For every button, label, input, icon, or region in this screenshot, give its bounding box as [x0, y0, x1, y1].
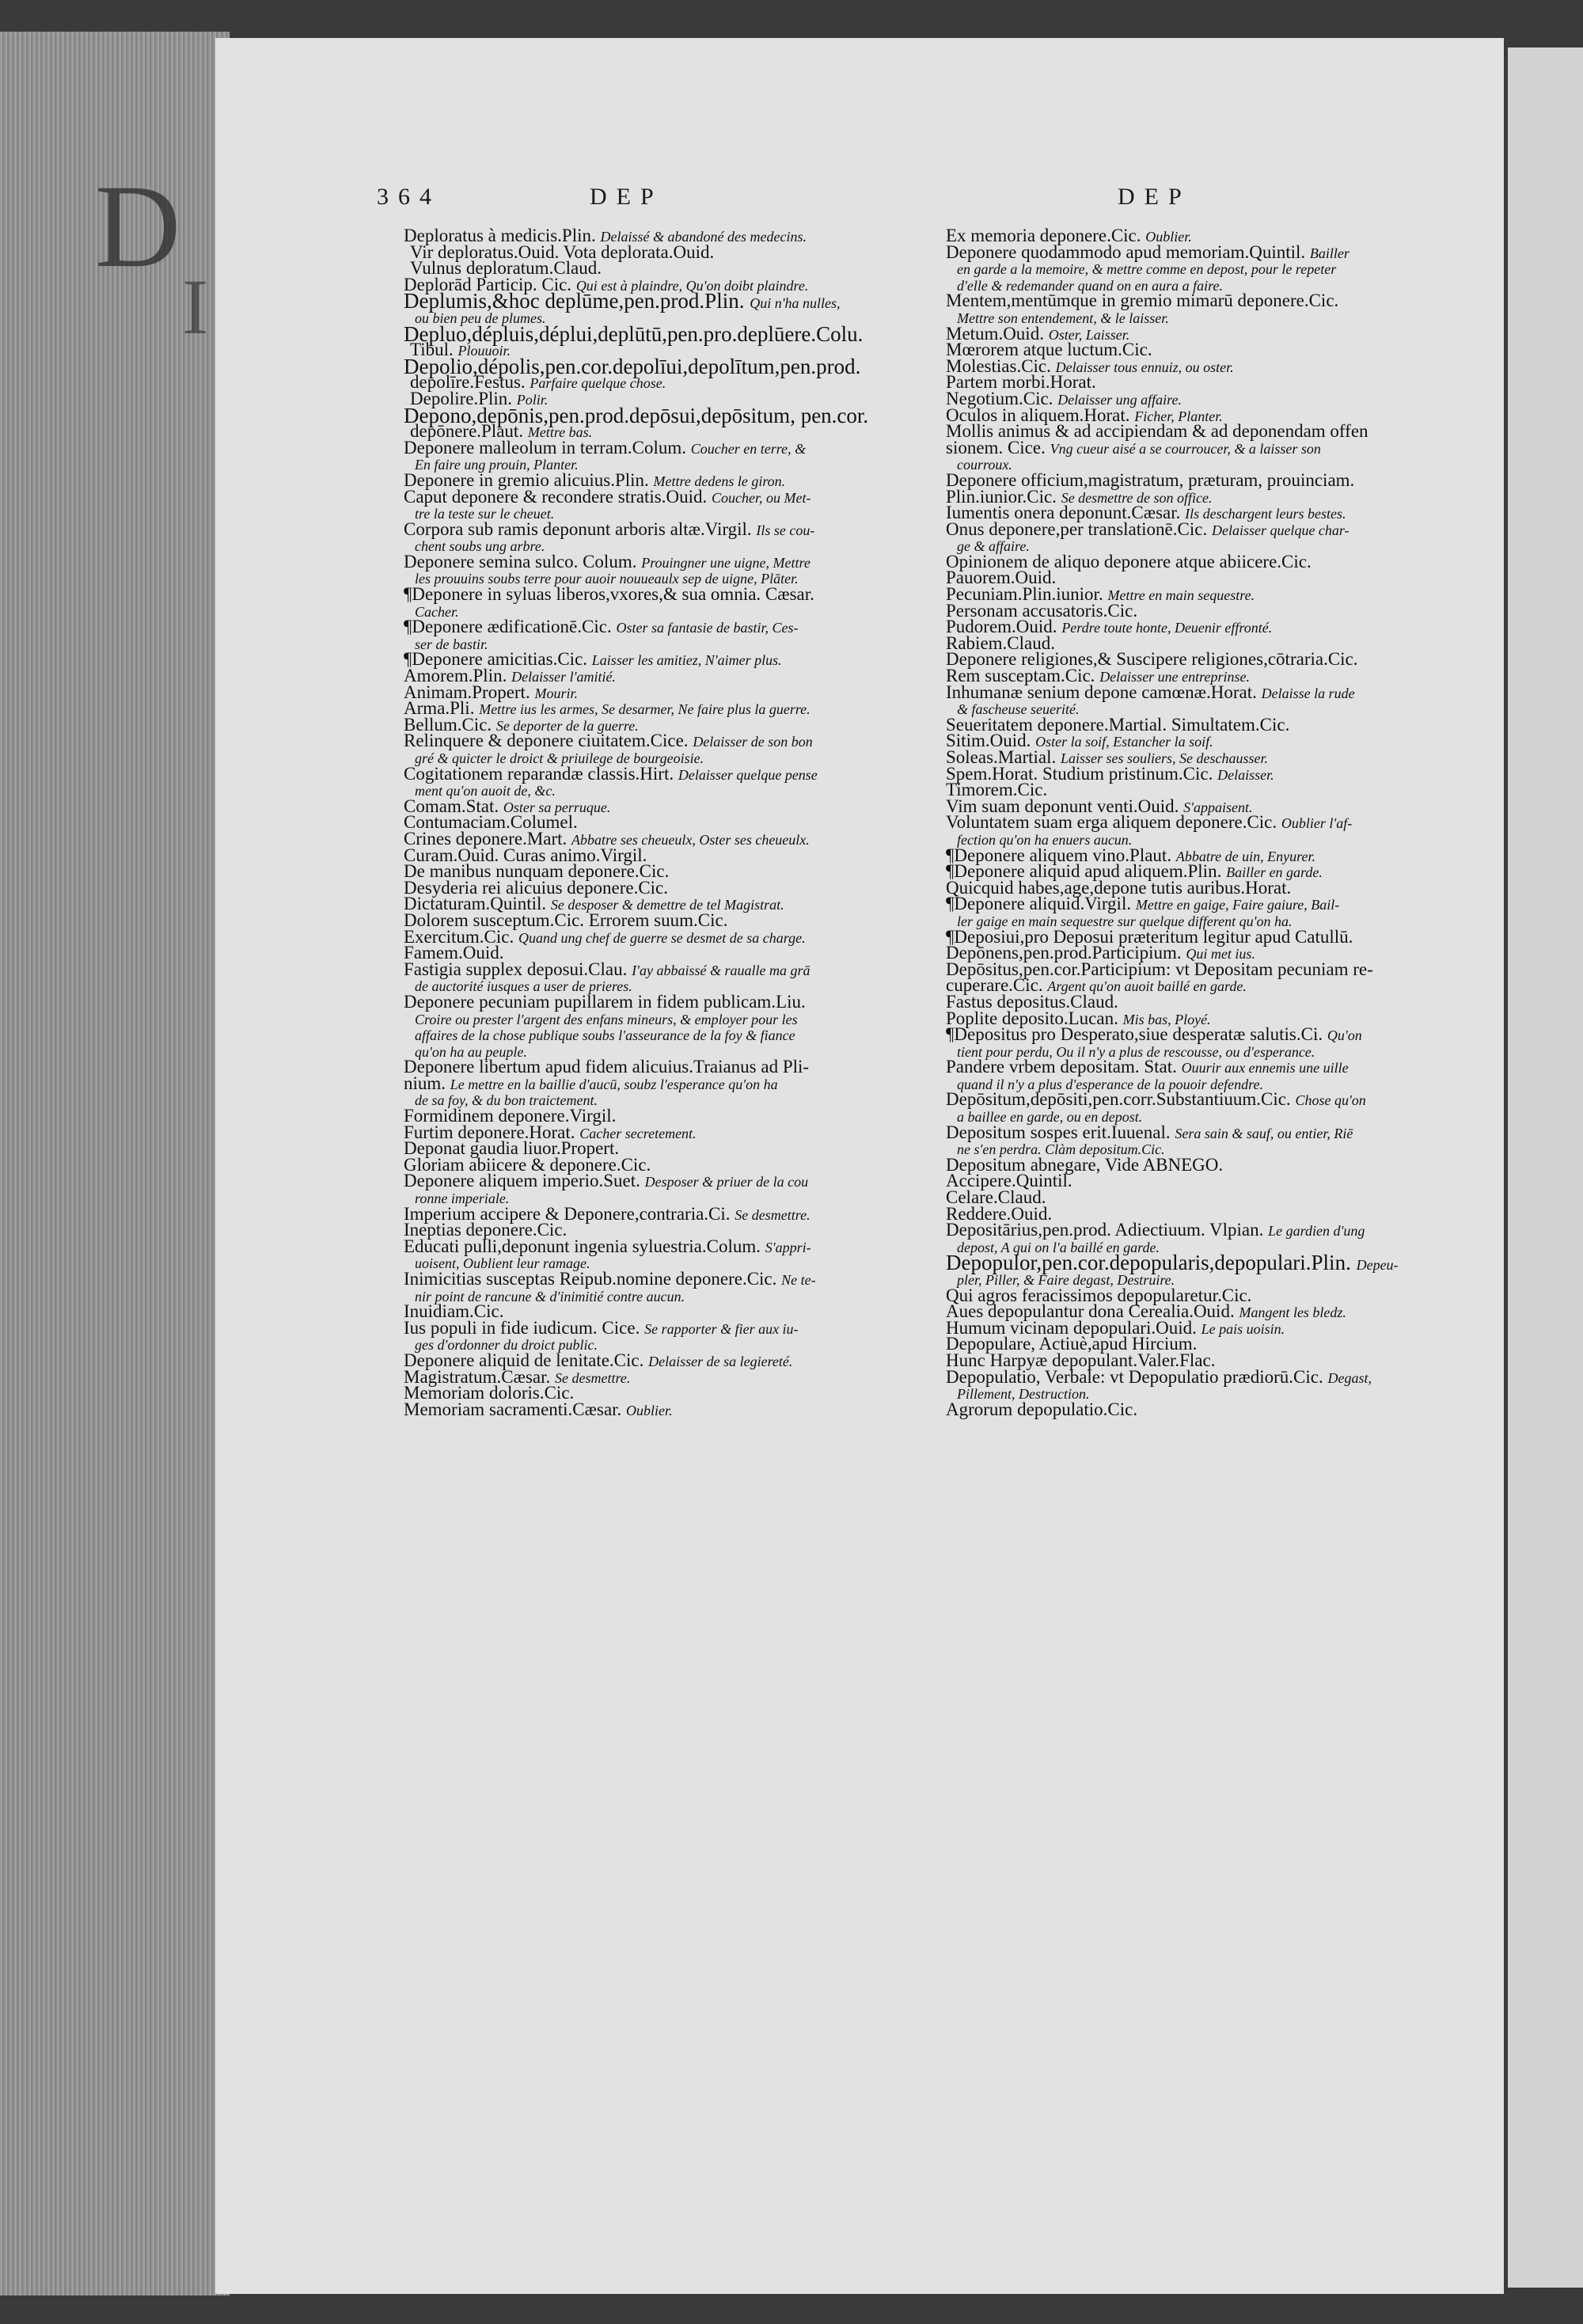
french-gloss: uoisent, Oublient leur ramage.	[415, 1255, 590, 1272]
french-gloss: courroux.	[957, 457, 1012, 473]
latin-text: Oculos in aliquem.Horat.	[946, 404, 1130, 425]
french-gloss: Cacher.	[415, 603, 459, 620]
running-head-left: DEP	[590, 184, 663, 210]
latin-text: Depositum abnegare, Vide ABNEGO.	[946, 1154, 1224, 1175]
latin-text: Sitim.Ouid.	[946, 731, 1031, 751]
latin-text: Vir deploratus.Ouid. Vota deplorata.Ouid.	[410, 241, 715, 262]
latin-text: Rem susceptam.Cic.	[946, 666, 1095, 686]
latin-text: Personam accusatoris.Cic.	[946, 600, 1138, 621]
french-gloss: Desposer & priuer de la cou	[644, 1174, 809, 1190]
french-gloss: Oublier l'af-	[1281, 815, 1353, 832]
french-gloss: Se desmettre.	[555, 1369, 631, 1386]
latin-text: Depopulor,pen.cor.depopularis,depopulari.Plin.	[946, 1251, 1351, 1275]
latin-text: Deponere officium,magistratum, præturam, prouinciam.	[946, 469, 1355, 490]
latin-text: Gloriam abiicere & deponere.Cic.	[404, 1154, 651, 1175]
latin-text: Famem.Ouid.	[404, 943, 504, 963]
french-gloss: Mis bas, Ployé.	[1122, 1011, 1211, 1027]
latin-text: Deplorād Particip. Cic.	[404, 274, 572, 294]
latin-text: ¶Deponere aliquem vino.Plaut.	[946, 845, 1172, 865]
latin-text: Deponere libertum apud fidem alicuius.Traianus ad Pli-	[404, 1057, 810, 1077]
right-column	[946, 228, 1484, 1418]
french-gloss: Mettre son entendement, & le laisser.	[957, 309, 1169, 326]
latin-text: Voluntatem suam erga aliquem deponere.Cic.	[946, 812, 1277, 833]
french-gloss: Coucher, ou Met-	[711, 489, 811, 506]
latin-text: Depluo,dépluis,déplui,deplūtū,pen.pro.deplūere.Colu.	[404, 321, 864, 346]
entry-line	[404, 289, 942, 313]
latin-text: Memoriam doloris.Cic.	[404, 1383, 575, 1403]
latin-text: Mentem,mentūmque in gremio mimarū deponere.Cic.	[946, 290, 1339, 311]
latin-text: Deponere aliquid de lenitate.Cic.	[404, 1350, 644, 1370]
latin-text: Molestias.Cic.	[946, 355, 1051, 376]
french-gloss: chent soubs ung arbre.	[415, 538, 545, 555]
french-gloss: Mettre dedens le giron.	[653, 473, 786, 489]
entry-line	[404, 321, 942, 346]
french-gloss: Mettre bas.	[527, 424, 593, 441]
latin-text: Tibul.	[410, 340, 454, 360]
page-number: 364	[377, 184, 441, 210]
entry-line	[404, 1399, 942, 1419]
french-gloss: Oublier.	[1145, 229, 1192, 245]
latin-text: Desyderia rei alicuius deponere.Cic.	[404, 877, 669, 898]
entry-line	[946, 1251, 1484, 1275]
french-gloss: Oster sa fantasie de bastir, Ces-	[616, 620, 799, 636]
latin-text: Partem morbi.Horat.	[946, 372, 1096, 393]
entry-line	[404, 619, 942, 636]
entry-line	[404, 1059, 942, 1076]
latin-text: Spem.Horat. Studium pristinum.Cic.	[946, 763, 1213, 784]
french-gloss: tre la teste sur le cheuet.	[415, 506, 555, 522]
french-gloss: Delaisser de son bon	[693, 734, 813, 750]
latin-text: Pandere vrbem depositam. Stat.	[946, 1057, 1177, 1077]
entry-line	[404, 959, 942, 979]
french-gloss: Oster la soif, Estancher la soif.	[1035, 734, 1213, 750]
french-gloss: Plouuoir.	[457, 343, 511, 359]
entry-line	[946, 1399, 1484, 1419]
latin-text: ¶Depositus pro Desperato,siue desperatæ salutis.Ci.	[946, 1024, 1323, 1045]
french-gloss: Delaisser ung affaire.	[1057, 391, 1183, 408]
french-gloss: Ils deschargent leurs bestes.	[1185, 506, 1346, 522]
french-gloss: Ficher, Planter.	[1134, 408, 1223, 424]
latin-text: ¶Deponere amicitias.Cic.	[404, 649, 588, 670]
french-gloss: Le gardien d'ung	[1268, 1223, 1365, 1240]
french-gloss: S'appri-	[765, 1239, 811, 1255]
french-gloss: Oster sa perruque.	[503, 799, 611, 815]
latin-text: Amorem.Plin.	[404, 666, 507, 686]
french-gloss: a baillee en garde, ou en depost.	[957, 1109, 1143, 1126]
french-gloss: Delaisser de sa legiereté.	[648, 1353, 793, 1369]
french-gloss: S'appaisent.	[1183, 799, 1253, 815]
running-head-right: DEP	[1118, 184, 1191, 210]
entry-line	[404, 584, 942, 605]
french-gloss: Pillement, Destruction.	[957, 1386, 1090, 1403]
french-gloss: quand il n'y a plus d'esperance de la pouoir defendre.	[957, 1076, 1263, 1092]
entry-line	[404, 1271, 942, 1288]
entry-line	[404, 1011, 942, 1027]
latin-text: Agrorum depopulatio.Cic.	[946, 1399, 1138, 1419]
french-gloss: Se desmettre.	[735, 1206, 810, 1223]
french-gloss: Croire ou prester l'argent des enfans mineurs, & employer pour les	[415, 1011, 798, 1027]
latin-text: Poplite deposito.Lucan.	[946, 1008, 1118, 1028]
latin-text: Deponere religiones,& Suscipere religiones,cōtraria.Cic.	[946, 649, 1358, 670]
latin-text: Fastigia supplex deposui.Clau.	[404, 959, 628, 979]
show-through-letter: D	[95, 161, 181, 292]
french-gloss: I'ay abbaissé & raualle ma grā	[632, 962, 810, 978]
french-gloss: les prouuins soubs terre pour auoir nouueaulx sep de uigne, Plāter.	[415, 571, 799, 587]
latin-text: Dictaturam.Quintil.	[404, 894, 547, 914]
latin-text: Deponere aliquem imperio.Suet.	[404, 1171, 640, 1191]
latin-text: Depōnens,pen.prod.Participium.	[946, 943, 1182, 963]
french-gloss: gré & quicter le droict & priuilege de bourgeoisie.	[415, 750, 704, 766]
latin-text: Depono,depōnis,pen.prod.depōsui,depōsitum, pen.cor.	[404, 403, 869, 427]
latin-text: Accipere.Quintil.	[946, 1171, 1072, 1191]
french-gloss: Se rapporter & fier aux iu-	[644, 1320, 799, 1337]
french-gloss: tient pour perdu, Ou il n'y a plus de rescousse, ou d'esperance.	[957, 1043, 1315, 1060]
latin-text: Negotium.Cic.	[946, 388, 1053, 408]
entry-line	[946, 1122, 1484, 1142]
french-gloss: Cacher secretement.	[579, 1125, 697, 1141]
french-gloss: ment qu'on auoit de, &c.	[415, 783, 556, 799]
latin-text: Animam.Propert.	[404, 682, 530, 702]
entry-line	[946, 290, 1484, 311]
french-gloss: Delaissé & abandoné des medecins.	[600, 229, 807, 245]
latin-text: depōnere.Plaut.	[410, 421, 524, 442]
french-gloss: Abbatre ses cheueulx, Oster ses cheueulx.	[571, 831, 810, 848]
latin-text: Ius populi in fide iudicum. Cice.	[404, 1317, 640, 1338]
french-gloss: Qui n'ha nulles,	[750, 295, 841, 312]
latin-text: Pauorem.Ouid.	[946, 568, 1057, 588]
french-gloss: Depeu-	[1356, 1257, 1399, 1274]
french-gloss: Se desmettre de son office.	[1061, 489, 1213, 506]
latin-text: nium.	[404, 1073, 446, 1093]
latin-text: Metum.Ouid.	[946, 323, 1044, 344]
french-gloss: Ouurir aux ennemis une uille	[1181, 1060, 1349, 1077]
latin-text: Depōsitus,pen.cor.Participium: vt Depositam pecuniam re-	[946, 959, 1373, 979]
entry-line	[404, 1236, 942, 1256]
latin-text: Deplumis,&hoc deplūme,pen.prod.Plin.	[404, 289, 745, 313]
latin-text: Inimicitias susceptas Reipub.nomine deponere.Cic.	[404, 1269, 777, 1289]
french-gloss: Le pais uoisin.	[1201, 1320, 1285, 1337]
latin-text: Pudorem.Ouid.	[946, 617, 1057, 637]
french-gloss: Mettre en main sequestre.	[1107, 587, 1255, 604]
latin-text: Reddere.Ouid.	[946, 1203, 1053, 1224]
entry-line	[404, 682, 942, 702]
entry-line	[404, 1027, 942, 1043]
latin-text: Aues depopulantur dona Cerealia.Ouid.	[946, 1301, 1235, 1322]
entry-line	[404, 518, 942, 539]
latin-text: Deponere quodammodo apud memoriam.Quintil.	[946, 241, 1306, 262]
entry-line	[404, 1173, 942, 1190]
latin-text: depolīre.Festus.	[410, 372, 526, 393]
french-gloss: Delaisser.	[1217, 766, 1274, 783]
latin-text: Depositum sospes erit.Iuuenal.	[946, 1122, 1171, 1142]
latin-text: Deponere semina sulco. Colum.	[404, 551, 637, 572]
latin-text: Humum vicinam depopulari.Ouid.	[946, 1317, 1197, 1338]
latin-text: Magistratum.Cæsar.	[404, 1366, 551, 1387]
latin-text: Caput deponere & recondere stratis.Ouid.	[404, 486, 708, 507]
french-gloss: depost, A qui on l'a baillé en garde.	[957, 1239, 1160, 1255]
french-gloss: Vng cueur aisé a se courroucer, & a laisser son	[1050, 440, 1321, 457]
entry-line	[946, 260, 1484, 277]
latin-text: sionem. Cice.	[946, 437, 1046, 458]
latin-text: Deponat gaudia liuor.Propert.	[404, 1138, 620, 1159]
french-gloss: Mettre ius les armes, Se desarmer, Ne faire plus la guerre.	[479, 701, 810, 718]
french-gloss: Se desposer & demettre de tel Magistrat.	[550, 897, 784, 913]
latin-text: Inuidiam.Cic.	[404, 1301, 504, 1322]
french-gloss: Abbatre de uin, Enyurer.	[1175, 848, 1315, 864]
entry-line	[404, 551, 942, 572]
french-gloss: Delaisser l'amitié.	[511, 669, 616, 685]
french-gloss: qu'on ha au peuple.	[415, 1043, 527, 1060]
entry-line	[946, 1059, 1484, 1076]
latin-text: Deponere malleolum in terram.Colum.	[404, 437, 687, 458]
french-gloss: ou bien peu de plumes.	[415, 309, 546, 326]
latin-text: cuperare.Cic.	[946, 975, 1043, 996]
latin-text: ¶Deponere aliquid.Virgil.	[946, 894, 1132, 914]
latin-text: Formidinem deponere.Virgil.	[404, 1106, 617, 1126]
latin-text: Contumaciam.Columel.	[404, 812, 578, 833]
french-gloss: Prouingner une uigne, Mettre	[641, 554, 810, 571]
latin-text: ¶Deponere aliquid apud aliquem.Plin.	[946, 861, 1222, 882]
latin-text: Onus deponere,per translationē.Cic.	[946, 518, 1208, 539]
latin-text: Depōsitum,depōsiti,pen.corr.Substantiuum.Cic.	[946, 1089, 1291, 1110]
french-gloss: Parfaire quelque chose.	[530, 375, 666, 392]
latin-text: Ineptias deponere.Cic.	[404, 1220, 568, 1240]
latin-text: Arma.Pli.	[404, 698, 475, 719]
french-gloss: Mettre en gaige, Faire gaiure, Bail-	[1135, 897, 1340, 913]
french-gloss: d'elle & redemander quand on en aura a faire.	[957, 277, 1223, 294]
french-gloss: & fascheuse seuerité.	[957, 701, 1080, 718]
french-gloss: ges d'ordonner du droict public.	[415, 1337, 598, 1354]
entry-line	[946, 1089, 1484, 1110]
french-gloss: Bailler en garde.	[1226, 864, 1323, 881]
french-gloss: fection qu'on ha enuers aucun.	[957, 831, 1133, 848]
latin-text: Dolorem susceptum.Cic. Errorem suum.Cic.	[404, 909, 728, 930]
entry-line	[946, 1222, 1484, 1239]
french-gloss: Oster, Laisser.	[1048, 326, 1130, 343]
latin-text: ¶Deponere in syluas liberos,vxores,& sua omnia. Cæsar.	[404, 584, 814, 605]
french-gloss: pler, Piller, & Faire degast, Destruire.	[957, 1272, 1175, 1288]
entry-line	[946, 896, 1484, 913]
latin-text: Qui agros feracissimos depopularetur.Cic.	[946, 1285, 1252, 1305]
entry-line	[946, 1366, 1484, 1387]
latin-text: Deponere pecuniam pupillarem in fidem publicam.Liu.	[404, 991, 806, 1012]
latin-text: Mœrorem atque luctum.Cic.	[946, 340, 1152, 360]
french-gloss: Delaisser une entreprinse.	[1099, 669, 1250, 685]
french-gloss: en garde a la memoire, & mettre comme en depost, pour le repeter	[957, 261, 1337, 278]
french-gloss: ge & affaire.	[957, 538, 1030, 555]
latin-text: Deploratus à medicis.Plin.	[404, 226, 596, 245]
latin-text: Educati pulli,deponunt ingenia syluestria.Colum.	[404, 1236, 761, 1256]
latin-text: Corpora sub ramis deponunt arboris altæ.Virgil.	[404, 518, 752, 539]
latin-text: Timorem.Cic.	[946, 780, 1048, 800]
french-gloss: Perdre toute honte, Deuenir effronté.	[1061, 620, 1273, 636]
latin-text: Rabiem.Claud.	[946, 632, 1055, 653]
entry-line	[404, 991, 942, 1012]
french-gloss: Delaisser tous ennuiz, ou oster.	[1055, 359, 1234, 375]
latin-text: Fastus depositus.Claud.	[946, 991, 1118, 1012]
entry-line	[946, 241, 1484, 262]
left-column	[404, 228, 942, 1418]
french-gloss: Ils se cou-	[756, 522, 815, 538]
french-gloss: Delaisser quelque pense	[678, 766, 818, 783]
french-gloss: Chose qu'on	[1295, 1092, 1366, 1109]
french-gloss: Sera sain & sauf, ou entier, Riē	[1175, 1125, 1353, 1141]
entry-line	[946, 682, 1484, 702]
entry-line	[404, 733, 942, 750]
latin-text: Memoriam sacramenti.Cæsar.	[404, 1399, 622, 1419]
french-gloss: Qu'on	[1327, 1027, 1362, 1044]
latin-text: Depopulatio, Verbale: vt Depopulatio prædiorū.Cic.	[946, 1366, 1323, 1387]
french-gloss: Se deporter de la guerre.	[495, 717, 639, 734]
show-through-letter: I	[182, 263, 209, 351]
latin-text: Iumentis onera deponunt.Cæsar.	[946, 503, 1181, 523]
french-gloss: Ne te-	[781, 1272, 816, 1288]
entry-line	[946, 1024, 1484, 1045]
latin-text: De manibus nunquam deponere.Cic.	[404, 861, 670, 882]
french-gloss: Oublier.	[626, 1402, 673, 1418]
french-gloss: Qui est à plaindre, Qu'on doibt plaindre.	[575, 277, 809, 294]
entry-line	[404, 1073, 942, 1093]
french-gloss: Coucher en terre, &	[690, 440, 807, 457]
latin-text: Soleas.Martial.	[946, 747, 1057, 767]
latin-text: Hunc Harpyæ depopulant.Valer.Flac.	[946, 1350, 1216, 1370]
french-gloss: Le mettre en la baillie d'aucū, soubz l'esperance qu'on ha	[450, 1076, 778, 1092]
french-gloss: Mourir.	[534, 685, 578, 701]
french-gloss: Laisser les amitiez, N'aimer plus.	[591, 652, 782, 669]
latin-text: Furtim deponere.Horat.	[404, 1122, 575, 1142]
latin-text: Deponere in gremio alicuius.Plin.	[404, 469, 649, 490]
latin-text: Comam.Stat.	[404, 796, 499, 816]
french-gloss: de auctorité iusques a user de prieres.	[415, 978, 632, 995]
latin-text: Vulnus deploratum.Claud.	[410, 258, 602, 279]
latin-text: Celare.Claud.	[946, 1187, 1046, 1208]
french-gloss: Delaisse la rude	[1261, 685, 1355, 701]
french-gloss: Degast,	[1327, 1369, 1372, 1386]
latin-text: Mollis animus & ad accipiendam & ad deponendam offen	[946, 421, 1369, 442]
entry-line	[946, 518, 1484, 539]
latin-text: Quicquid habes,age,depone tutis auribus.Horat.	[946, 877, 1292, 898]
latin-text: Curam.Ouid. Curas animo.Virgil.	[404, 845, 647, 865]
entry-line	[404, 486, 942, 507]
latin-text: Seueritatem deponere.Martial. Simultatem.Cic.	[946, 714, 1290, 735]
latin-text: Vim suam deponunt venti.Ouid.	[946, 796, 1179, 816]
latin-text: Pecuniam.Plin.iunior.	[946, 584, 1103, 605]
latin-text: ¶Deposiui,pro Deposui præteritum legitur apud Catullū.	[946, 926, 1353, 947]
french-gloss: Laisser ses souliers, Se deschausser.	[1061, 750, 1269, 766]
entry-line	[404, 763, 942, 784]
french-gloss: de sa foy, & du bon traictement.	[415, 1092, 598, 1109]
latin-text: Depositārius,pen.prod. Adiectiuum. Vlpian.	[946, 1220, 1264, 1240]
entry-line	[946, 812, 1484, 833]
french-gloss: Delaisser quelque char-	[1211, 522, 1350, 538]
french-gloss: ler gaige en main sequestre sur quelque different qu'on ha.	[957, 913, 1293, 929]
french-gloss: affaires de la chose publique soubs l'asseurance de la foy & fiance	[415, 1027, 795, 1044]
french-gloss: Qui met ius.	[1186, 946, 1255, 963]
french-gloss: Quand ung chef de guerre se desmet de sa charge.	[518, 929, 806, 946]
latin-text: Relinquere & deponere ciuitatem.Cice.	[404, 731, 689, 751]
french-gloss: Bailler	[1309, 245, 1350, 261]
latin-text: Depolio,dépolis,pen.cor.depolīui,depolītum,pen.prod.	[404, 354, 861, 378]
latin-text: ¶Deponere ædificationē.Cic.	[404, 617, 612, 637]
french-gloss: Mangent les bledz.	[1239, 1304, 1346, 1321]
french-gloss: Argent qu'on auoit baillé en garde.	[1047, 978, 1247, 995]
latin-text: Crines deponere.Mart.	[404, 828, 568, 849]
book-page-edges	[0, 32, 230, 2296]
entry-line	[404, 1317, 942, 1338]
french-gloss: Polir.	[516, 391, 549, 408]
french-gloss: ronne imperiale.	[415, 1190, 510, 1207]
latin-text: Exercitum.Cic.	[404, 926, 514, 947]
latin-text: Cogitationem reparandæ classis.Hirt.	[404, 763, 674, 784]
latin-text: Imperium accipere & Deponere,contraria.Ci.	[404, 1203, 731, 1224]
latin-text: Depopulare, Actiuè,apud Hircium.	[946, 1334, 1198, 1354]
french-gloss: En faire ung prouin, Planter.	[415, 457, 579, 473]
latin-text: Plin.iunior.Cic.	[946, 486, 1057, 507]
latin-text: Inhumanæ senium depone camœnæ.Horat.	[946, 682, 1257, 702]
latin-text: Opinionem de aliquo deponere atque abiicere.Cic.	[946, 551, 1312, 572]
latin-text: Depolire.Plin.	[410, 388, 513, 408]
french-gloss: ne s'en perdra. Clàm depositum.Cic.	[957, 1141, 1165, 1158]
french-gloss: nir point de rancune & d'inimitié contre aucun.	[415, 1288, 685, 1304]
entry-line	[946, 437, 1484, 458]
french-gloss: ser de bastir.	[415, 636, 488, 652]
latin-text: Ex memoria deponere.Cic.	[946, 226, 1141, 245]
entry-line	[404, 437, 942, 458]
facing-page-edge	[1508, 47, 1583, 2288]
latin-text: Bellum.Cic.	[404, 714, 492, 735]
